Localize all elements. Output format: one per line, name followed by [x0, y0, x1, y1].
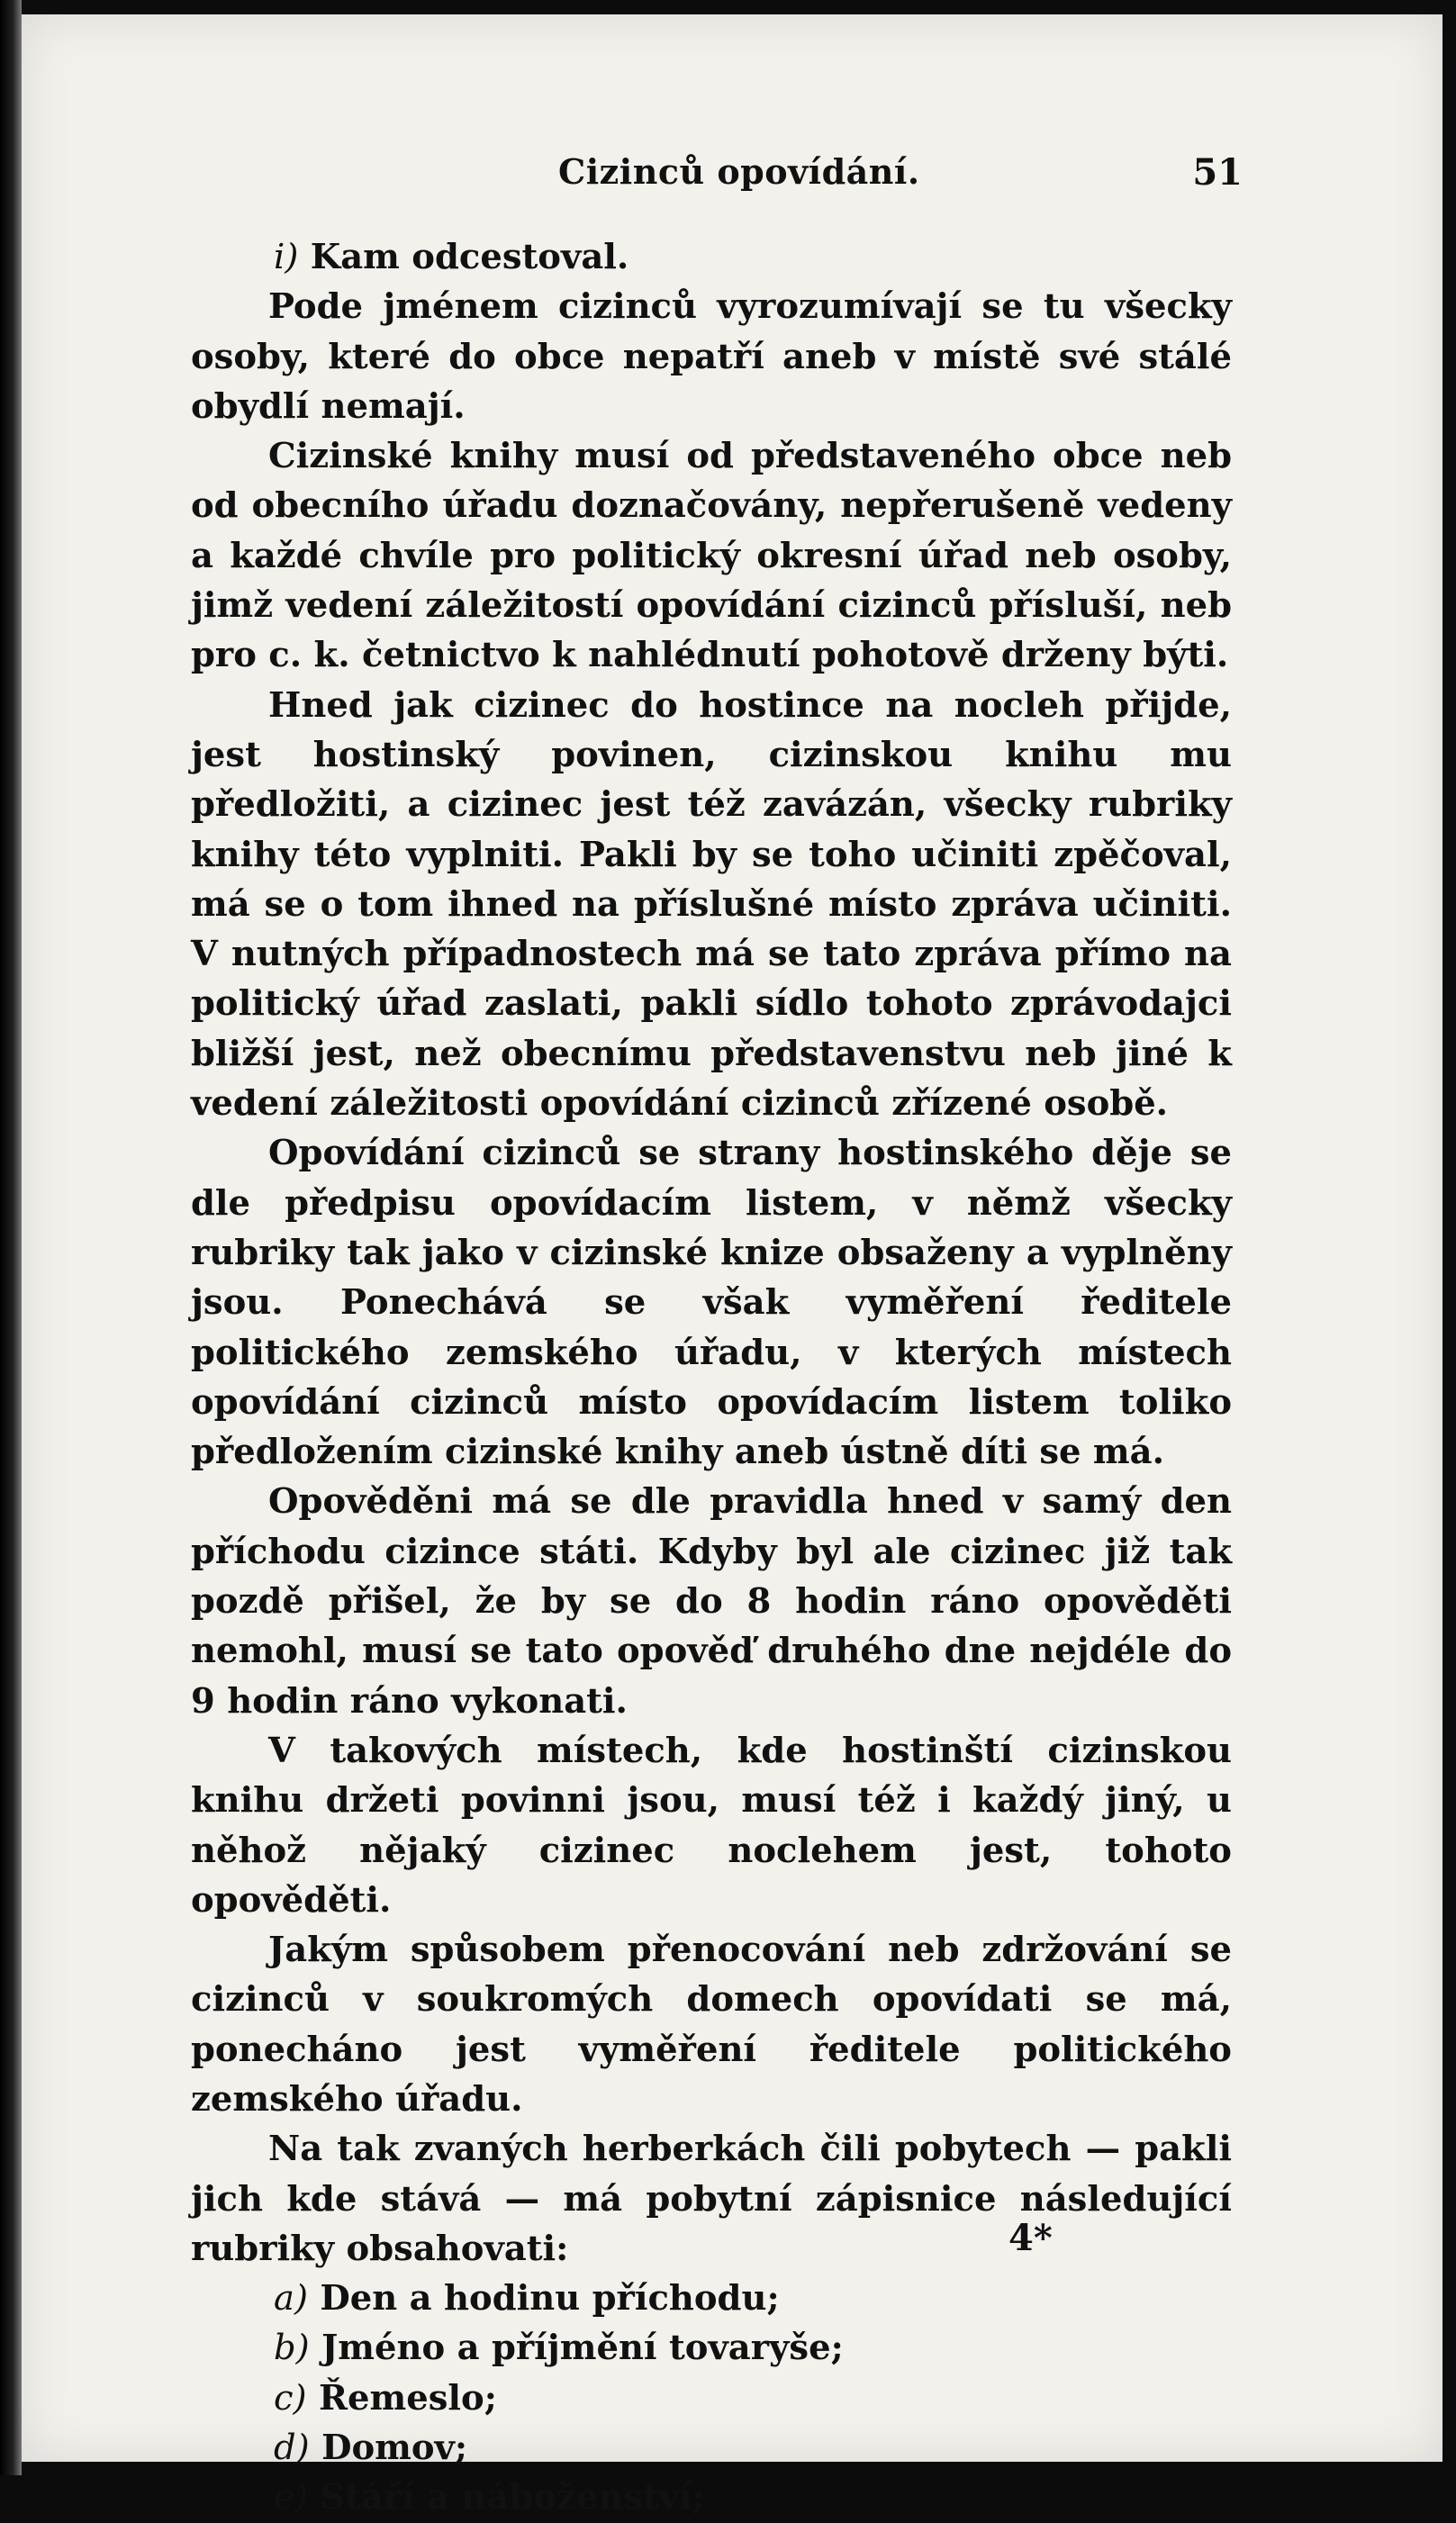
item-label: c)	[274, 2377, 307, 2419]
paragraph: V takových místech, kde hostinští cizinskou knihu držeti povinni jsou, musí též i každý jiný, u něhož nějaký cizinec noclehem jest, tohoto opověděti.	[191, 1730, 1232, 1921]
item-text: Jméno a příjmění tovaryše;	[321, 2328, 844, 2369]
paragraph: Opověděni má se dle pravidla hned v samý den příchodu cizince státi. Kdyby byl ale cizinec již tak pozdě přišel, že by se do 8 hodin ráno opověděti nemohl, musí se tato opověď druhého dne nejdéle do 9 hodin ráno vykonati.	[191, 1481, 1232, 1722]
list-item	[191, 2274, 1232, 2323]
paragraph: Jakým spůsobem přenocování neb zdržování se cizinců v soukromých domech opovídati se má, ponecháno jest vyměření ředitele politického zemského úřadu.	[191, 1930, 1232, 2120]
list-item	[191, 2473, 1232, 2522]
page-number: 51	[1192, 151, 1243, 194]
page-body	[191, 232, 1232, 2523]
item-label: e)	[274, 2477, 308, 2518]
item-text: Den a hodinu příchodu;	[320, 2278, 780, 2320]
item-text: Kam odcestoval.	[310, 237, 629, 277]
item-label: d)	[274, 2428, 310, 2469]
paragraph: Pode jménem cizinců vyrozumívají se tu všecky osoby, které do obce nepatří aneb v místě své stálé obydlí nemají.	[191, 286, 1232, 427]
list-item	[191, 2323, 1232, 2373]
paragraph: Hned jak cizinec do hostince na nocleh přijde, jest hostinský povinen, cizinskou knihu mu předložiti, a cizinec jest též zavázán, všecky rubriky knihy této vyplniti. Pakli by se toho učiniti zpěčoval, má se o tom ihned na příslušné místo zpráva učiniti. V nutných případnostech má se tato zpráva přímo na politický úřad zaslati, pakli sídlo tohoto zprávodajci bližší jest, než obecnímu představenstvu neb jiné k vedení záležitosti opovídání cizinců zřízené osobě.	[191, 684, 1232, 1125]
running-head: Cizinců opovídání.	[558, 151, 920, 192]
item-text: Řemeslo;	[319, 2377, 497, 2419]
page-header	[171, 151, 1243, 205]
list-item	[191, 232, 1232, 282]
list-item	[191, 2423, 1232, 2473]
item-label: b)	[274, 2328, 310, 2369]
list-item	[191, 2374, 1232, 2423]
item-label: i)	[274, 237, 299, 277]
item-label: a)	[274, 2278, 308, 2320]
item-text: Domov;	[321, 2428, 468, 2469]
paragraph: Na tak zvaných herberkách čili pobytech — pakli jich kde stává — má pobytní zápisnice následující rubriky obsahovati:	[191, 2129, 1232, 2269]
scan-left-edge	[0, 0, 22, 2475]
paragraph: Opovídání cizinců se strany hostinského děje se dle předpisu opovídacím listem, v němž všecky rubriky tak jako v cizinské knize obsaženy a vyplněny jsou. Ponechává se však vyměření ředitele politického zemského úřadu, v kterých místech opovídání cizinců místo opovídacím listem toliko předložením cizinské knihy aneb ústně díti se má.	[191, 1133, 1232, 1473]
signature-mark: 4*	[1008, 2217, 1053, 2259]
item-text: Stáří a náboženství;	[320, 2477, 705, 2518]
paragraph: Cizinské knihy musí od představeného obce neb od obecního úřadu doznačovány, nepřerušeně vedeny a každé chvíle pro politický okresní úřad neb osoby, jimž vedení záležitostí opovídání cizinců přísluší, neb pro c. k. četnictvo k nahlédnutí pohotově drženy býti.	[191, 436, 1232, 676]
